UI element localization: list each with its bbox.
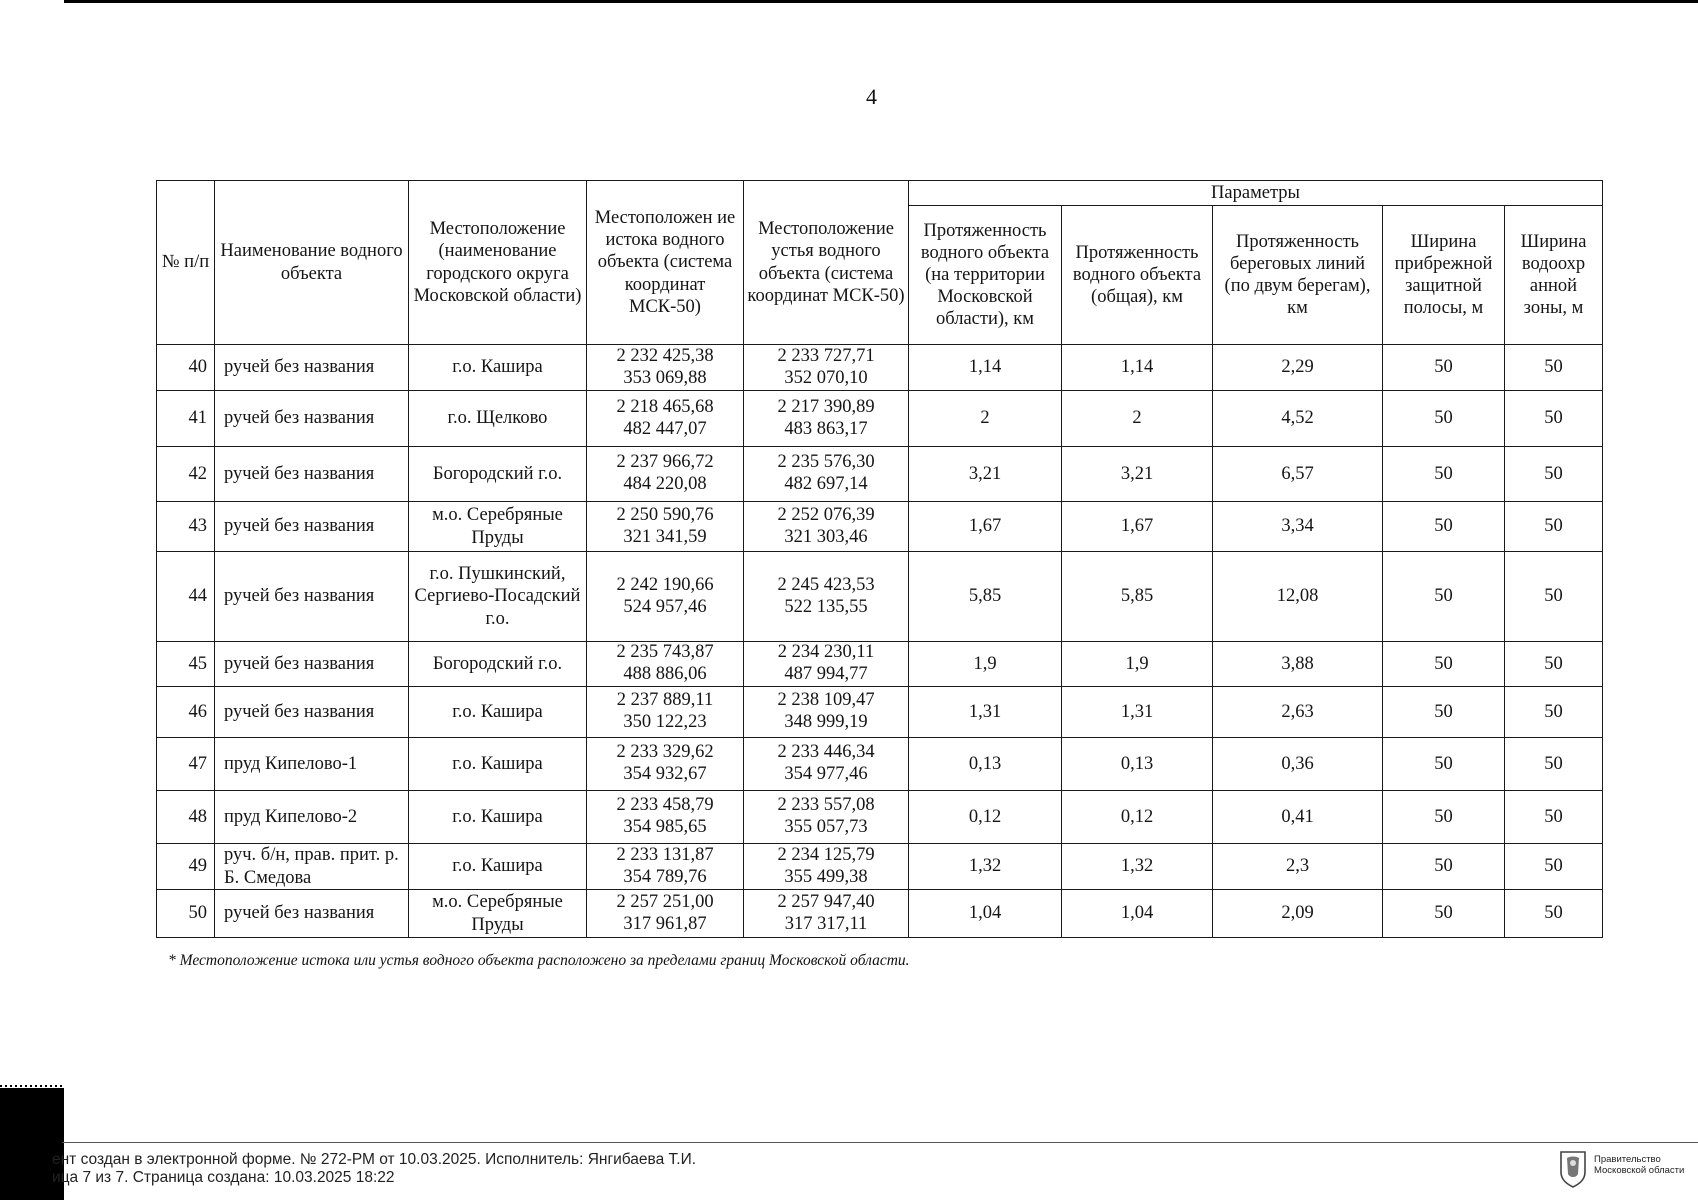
- cell-name: ручей без названия: [215, 447, 409, 502]
- cell-location: Богородский г.о.: [409, 642, 587, 687]
- cell-coastal-strip: 50: [1383, 844, 1505, 890]
- table-row: [157, 552, 1603, 642]
- cell-protection-zone: 50: [1505, 447, 1603, 502]
- cell-num: 50: [157, 890, 215, 938]
- left-margin: [0, 0, 64, 1200]
- cell-shore-length: 0,36: [1213, 738, 1383, 791]
- cell-protection-zone: 50: [1505, 345, 1603, 391]
- government-caption-line-2: Московской области: [1594, 1165, 1685, 1176]
- cell-source-coords-value: 488 886,06: [623, 664, 707, 684]
- header-num: № п/п: [157, 181, 215, 345]
- cell-num: 45: [157, 642, 215, 687]
- cell-mouth-coords-value: 2 235 576,30: [777, 452, 875, 473]
- cell-mouth-coords-value: 2 245 423,53: [777, 574, 875, 595]
- cell-source-coords-value: 2 233 458,79: [616, 795, 714, 816]
- cell-shore-length: 2,3: [1213, 844, 1383, 890]
- header-length-region: Протяженность водного объекта (на территории Московской области), км: [909, 206, 1062, 345]
- cell-location: м.о. Серебряные Пруды: [409, 502, 587, 552]
- cell-source-coords-value: 482 447,07: [623, 418, 707, 439]
- cell-source-coords: [587, 738, 744, 791]
- cell-location: г.о. Щелково: [409, 391, 587, 447]
- cell-length-total: 2: [1062, 391, 1213, 447]
- cell-num: 40: [157, 345, 215, 391]
- header-protection-zone: Ширина водоохр анной зоны, м: [1505, 206, 1603, 345]
- cell-source-coords-value: 321 341,59: [623, 526, 707, 547]
- header-mouth: Местоположение устья водного объекта (система координат МСК-50): [744, 181, 909, 345]
- cell-mouth-coords-value: 487 994,77: [784, 664, 868, 684]
- cell-source-coords: [587, 890, 744, 938]
- cell-length-total: 0,13: [1062, 738, 1213, 791]
- cell-location: г.о. Кашира: [409, 687, 587, 738]
- cell-coastal-strip: 50: [1383, 345, 1505, 391]
- cell-num: 48: [157, 791, 215, 844]
- table-row: [157, 502, 1603, 552]
- cell-source-coords-value: 354 789,76: [623, 866, 707, 887]
- cell-mouth-coords-value: 321 303,46: [784, 526, 868, 547]
- cell-name: ручей без названия: [215, 502, 409, 552]
- top-border-line: [0, 0, 1698, 3]
- cell-protection-zone: 50: [1505, 502, 1603, 552]
- cell-protection-zone: 50: [1505, 791, 1603, 844]
- cell-source-coords: [587, 791, 744, 844]
- cell-source-coords-value: 2 232 425,38: [616, 345, 714, 366]
- government-caption: [1594, 1154, 1684, 1176]
- cell-mouth-coords: [744, 391, 909, 447]
- cell-length-total: 1,32: [1062, 844, 1213, 890]
- cell-length-region: 0,13: [909, 738, 1062, 791]
- footnote: * Местоположение истока или устья водного объекта расположено за пределами границ Московской области.: [168, 952, 910, 969]
- cell-name: ручей без названия: [215, 642, 409, 687]
- cell-length-total: 1,14: [1062, 345, 1213, 391]
- cell-coastal-strip: 50: [1383, 502, 1505, 552]
- cell-location: Богородский г.о.: [409, 447, 587, 502]
- cell-name: ручей без названия: [215, 345, 409, 391]
- cell-source-coords-value: 2 237 966,72: [616, 452, 714, 473]
- cell-length-region: 1,04: [909, 890, 1062, 938]
- cell-source-coords: [587, 447, 744, 502]
- cell-coastal-strip: 50: [1383, 687, 1505, 738]
- cell-num: 46: [157, 687, 215, 738]
- cell-mouth-coords: [744, 642, 909, 687]
- cell-length-total: 3,21: [1062, 447, 1213, 502]
- cell-mouth-coords-value: 2 238 109,47: [777, 690, 875, 711]
- cell-mouth-coords: [744, 791, 909, 844]
- cell-length-region: 5,85: [909, 552, 1062, 642]
- cell-location: г.о. Пушкинский, Сергиево-Посадский г.о.: [409, 552, 587, 642]
- cell-num: 47: [157, 738, 215, 791]
- header-name: Наименование водного объекта: [215, 181, 409, 345]
- cell-shore-length: 6,57: [1213, 447, 1383, 502]
- cell-name: пруд Кипелово-1: [215, 738, 409, 791]
- cell-coastal-strip: 50: [1383, 642, 1505, 687]
- table-row: [157, 391, 1603, 447]
- cell-source-coords-value: 2 250 590,76: [616, 504, 714, 525]
- cell-num: 42: [157, 447, 215, 502]
- cell-num: 49: [157, 844, 215, 890]
- cell-source-coords-value: 2 237 889,11: [616, 690, 714, 711]
- cell-mouth-coords-value: 2 252 076,39: [777, 504, 875, 525]
- cell-source-coords: [587, 502, 744, 552]
- cell-mouth-coords-value: 354 977,46: [784, 764, 868, 784]
- cell-length-region: 1,14: [909, 345, 1062, 391]
- cell-source-coords-value: 524 957,46: [623, 596, 707, 617]
- cell-location: г.о. Кашира: [409, 738, 587, 791]
- header-length-total: Протяженность водного объекта (общая), км: [1062, 206, 1213, 345]
- cell-coastal-strip: 50: [1383, 791, 1505, 844]
- cell-shore-length: 2,29: [1213, 345, 1383, 391]
- cell-mouth-coords-value: 352 070,10: [784, 367, 868, 388]
- cell-coastal-strip: 50: [1383, 738, 1505, 791]
- cell-protection-zone: 50: [1505, 687, 1603, 738]
- cell-mouth-coords-value: 522 135,55: [784, 596, 868, 617]
- header-params: Параметры: [909, 181, 1603, 206]
- footer-line-1: ент создан в электронной форме. № 272-РМ от 10.03.2025. Исполнитель: Янгибаева Т.И.: [52, 1151, 697, 1168]
- cell-source-coords: [587, 687, 744, 738]
- cell-length-total: 1,67: [1062, 502, 1213, 552]
- cell-length-total: 5,85: [1062, 552, 1213, 642]
- government-caption-line-1: Правительство: [1594, 1154, 1661, 1165]
- cell-length-region: 1,9: [909, 642, 1062, 687]
- cell-mouth-coords-value: 2 217 390,89: [777, 396, 875, 417]
- cell-mouth-coords-value: 317 317,11: [784, 913, 868, 934]
- cell-length-total: 1,04: [1062, 890, 1213, 938]
- cell-coastal-strip: 50: [1383, 391, 1505, 447]
- header-location: Местоположение (наименование городского округа Московской области): [409, 181, 587, 345]
- cell-source-coords-value: 317 961,87: [623, 913, 707, 934]
- cell-mouth-coords: [744, 890, 909, 938]
- cell-protection-zone: 50: [1505, 391, 1603, 447]
- cell-mouth-coords: [744, 502, 909, 552]
- cell-source-coords-value: 2 235 743,87: [616, 642, 714, 663]
- cell-mouth-coords-value: 2 234 125,79: [777, 844, 875, 865]
- cell-length-region: 1,31: [909, 687, 1062, 738]
- cell-mouth-coords-value: 348 999,19: [784, 712, 868, 732]
- cell-location: м.о. Серебряные Пруды: [409, 890, 587, 938]
- cell-mouth-coords-value: 2 233 446,34: [777, 742, 875, 763]
- cell-name: ручей без названия: [215, 890, 409, 938]
- cell-mouth-coords-value: 355 499,38: [784, 866, 868, 887]
- header-shore-length: Протяженность береговых линий (по двум берегам), км: [1213, 206, 1383, 345]
- cell-name: руч. б/н, прав. прит. р. Б. Смедова: [215, 844, 409, 890]
- cell-mouth-coords: [744, 738, 909, 791]
- cell-mouth-coords-value: 482 697,14: [784, 474, 868, 494]
- cell-mouth-coords-value: 483 863,17: [784, 418, 868, 439]
- cell-length-total: 1,31: [1062, 687, 1213, 738]
- cell-num: 44: [157, 552, 215, 642]
- cell-mouth-coords: [744, 345, 909, 391]
- table-row: [157, 642, 1603, 687]
- cell-length-total: 1,9: [1062, 642, 1213, 687]
- cell-mouth-coords: [744, 552, 909, 642]
- table-row: [157, 791, 1603, 844]
- cell-location: г.о. Кашира: [409, 345, 587, 391]
- cell-coastal-strip: 50: [1383, 447, 1505, 502]
- water-objects-table: [156, 180, 1603, 938]
- cell-length-region: 1,67: [909, 502, 1062, 552]
- cell-protection-zone: 50: [1505, 552, 1603, 642]
- cell-source-coords-value: 2 233 131,87: [616, 844, 714, 865]
- cell-protection-zone: 50: [1505, 890, 1603, 938]
- cell-protection-zone: 50: [1505, 738, 1603, 791]
- cell-num: 41: [157, 391, 215, 447]
- table-body: [157, 345, 1603, 938]
- cell-source-coords: [587, 391, 744, 447]
- cell-source-coords: [587, 642, 744, 687]
- cell-source-coords: [587, 345, 744, 391]
- cell-name: ручей без названия: [215, 552, 409, 642]
- cell-mouth-coords-value: 2 233 727,71: [777, 345, 875, 366]
- cell-source-coords-value: 2 257 251,00: [616, 891, 714, 912]
- footer-line-2: ица 7 из 7. Страница создана: 10.03.2025 18:22: [52, 1169, 395, 1186]
- footer-document-info: [52, 1151, 696, 1187]
- table-row: [157, 890, 1603, 938]
- table-row: [157, 738, 1603, 791]
- cell-source-coords-value: 484 220,08: [623, 474, 707, 494]
- cell-source-coords-value: 2 218 465,68: [616, 396, 714, 417]
- table-row: [157, 844, 1603, 890]
- cell-shore-length: 4,52: [1213, 391, 1383, 447]
- cell-location: г.о. Кашира: [409, 791, 587, 844]
- cell-source-coords-value: 2 242 190,66: [616, 574, 714, 595]
- cell-shore-length: 2,09: [1213, 890, 1383, 938]
- table-row: [157, 687, 1603, 738]
- coat-of-arms-icon: [1558, 1148, 1588, 1188]
- cell-source-coords-value: 353 069,88: [623, 367, 707, 388]
- cell-name: пруд Кипелово-2: [215, 791, 409, 844]
- cell-protection-zone: 50: [1505, 844, 1603, 890]
- cell-length-region: 2: [909, 391, 1062, 447]
- cell-source-coords-value: 2 233 329,62: [616, 742, 714, 763]
- cell-length-region: 1,32: [909, 844, 1062, 890]
- header-source: Местоположен ие истока водного объекта (система координат МСК-50): [587, 181, 744, 345]
- cell-source-coords-value: 350 122,23: [623, 712, 707, 732]
- header-coastal-strip: Ширина прибрежной защитной полосы, м: [1383, 206, 1505, 345]
- left-margin-dots: [0, 1085, 64, 1087]
- cell-length-total: 0,12: [1062, 791, 1213, 844]
- cell-source-coords: [587, 552, 744, 642]
- cell-name: ручей без названия: [215, 687, 409, 738]
- page-number: 4: [866, 84, 877, 109]
- table-row: [157, 345, 1603, 391]
- cell-source-coords-value: 354 932,67: [623, 764, 707, 784]
- cell-num: 43: [157, 502, 215, 552]
- cell-length-region: 0,12: [909, 791, 1062, 844]
- cell-name: ручей без названия: [215, 391, 409, 447]
- table-row: [157, 447, 1603, 502]
- cell-source-coords-value: 354 985,65: [623, 817, 707, 837]
- cell-shore-length: 3,34: [1213, 502, 1383, 552]
- cell-shore-length: 0,41: [1213, 791, 1383, 844]
- cell-length-region: 3,21: [909, 447, 1062, 502]
- cell-coastal-strip: 50: [1383, 890, 1505, 938]
- cell-location: г.о. Кашира: [409, 844, 587, 890]
- cell-mouth-coords-value: 2 234 230,11: [777, 642, 875, 663]
- cell-protection-zone: 50: [1505, 642, 1603, 687]
- cell-mouth-coords-value: 2 257 947,40: [777, 891, 875, 912]
- cell-mouth-coords-value: 2 233 557,08: [777, 795, 875, 816]
- cell-coastal-strip: 50: [1383, 552, 1505, 642]
- cell-shore-length: 2,63: [1213, 687, 1383, 738]
- cell-source-coords: [587, 844, 744, 890]
- cell-mouth-coords: [744, 844, 909, 890]
- cell-mouth-coords: [744, 447, 909, 502]
- cell-shore-length: 12,08: [1213, 552, 1383, 642]
- cell-mouth-coords: [744, 687, 909, 738]
- footer-divider: [62, 1142, 1698, 1143]
- cell-shore-length: 3,88: [1213, 642, 1383, 687]
- cell-mouth-coords-value: 355 057,73: [784, 817, 868, 837]
